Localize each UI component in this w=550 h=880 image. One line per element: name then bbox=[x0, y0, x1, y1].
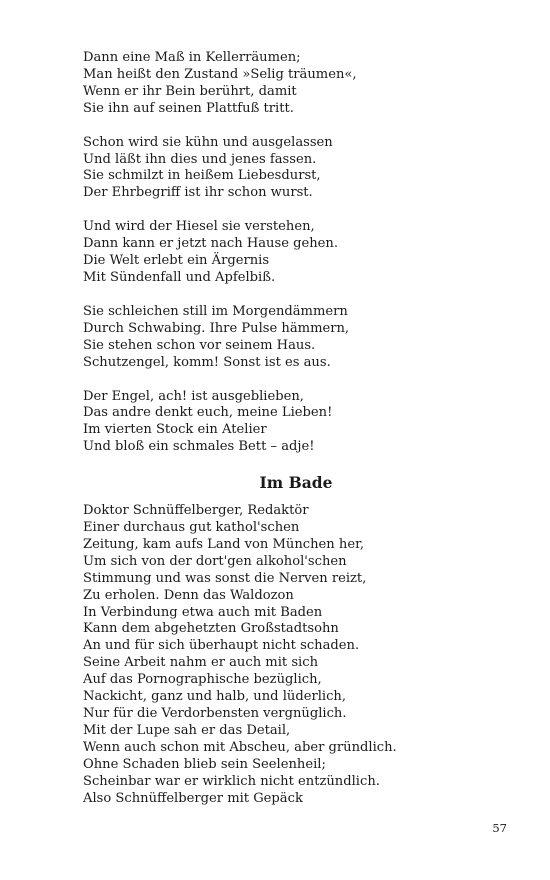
verse-line: Einer durchaus gut kathol'schen bbox=[83, 520, 300, 536]
verse-line: Man heißt den Zustand »Selig träumen«, bbox=[83, 66, 357, 82]
stanza-2 bbox=[83, 135, 503, 203]
verse-line: Der Ehrbegriff ist ihr schon wurst. bbox=[83, 185, 313, 201]
verse-line: Sie stehen schon vor seinem Haus. bbox=[83, 337, 316, 353]
poem-title: Im Bade bbox=[259, 473, 333, 493]
verse-line: Das andre denkt euch, meine Lieben! bbox=[83, 405, 333, 421]
verse-line: Also Schnüffelberger mit Gepäck bbox=[83, 790, 303, 806]
page-text bbox=[83, 50, 503, 824]
stanza-1 bbox=[83, 50, 503, 118]
verse-line: Kann dem abgehetzten Großstadtsohn bbox=[83, 621, 339, 637]
verse-line: Doktor Schnüffelberger, Redaktör bbox=[83, 503, 309, 519]
verse-line: Stimmung und was sonst die Nerven reizt, bbox=[83, 570, 367, 586]
stanza-4 bbox=[83, 304, 503, 372]
verse-line: Seine Arbeit nahm er auch mit sich bbox=[83, 655, 318, 671]
verse-line: An und für sich überhaupt nicht schaden. bbox=[83, 638, 360, 654]
verse-line: Die Welt erlebt ein Ärgernis bbox=[83, 253, 270, 269]
verse-line: Und läßt ihn dies und jenes fassen. bbox=[83, 151, 317, 167]
verse-line: Sie ihn auf seinen Plattfuß tritt. bbox=[83, 100, 294, 116]
verse-line: Zeitung, kam aufs Land von München her, bbox=[83, 536, 365, 552]
stanza-3 bbox=[83, 219, 503, 287]
verse-line: Schutzengel, komm! Sonst ist es aus. bbox=[83, 354, 331, 370]
page-number: 57 bbox=[492, 821, 507, 835]
verse-line: Auf das Pornographische bezüglich, bbox=[83, 672, 322, 688]
stanza-im-bade bbox=[83, 503, 503, 807]
verse-line: Sie schleichen still im Morgendämmern bbox=[83, 303, 348, 319]
verse-line: Und bloß ein schmales Bett – adje! bbox=[83, 439, 315, 455]
verse-line: Zu erholen. Denn das Waldozon bbox=[83, 587, 294, 603]
verse-line: Wenn auch schon mit Abscheu, aber gründlich. bbox=[83, 739, 397, 755]
verse-line: Dann kann er jetzt nach Hause gehen. bbox=[83, 236, 339, 252]
verse-line: Nur für die Verdorbensten vergnüglich. bbox=[83, 706, 347, 721]
verse-line: Durch Schwabing. Ihre Pulse hämmern, bbox=[83, 320, 350, 336]
verse-line: Mit Sündenfall und Apfelbiß. bbox=[83, 269, 276, 285]
verse-line: Um sich von der dort'gen alkohol'schen bbox=[83, 553, 347, 569]
verse-line: Im vierten Stock ein Atelier bbox=[83, 422, 267, 438]
verse-line: Mit der Lupe sah er das Detail, bbox=[83, 722, 291, 738]
verse-line: Schon wird sie kühn und ausgelassen bbox=[83, 134, 333, 150]
stanza-5 bbox=[83, 389, 503, 457]
verse-line: Nackicht, ganz und halb, und lüderlich, bbox=[83, 689, 347, 705]
verse-line: Der Engel, ach! ist ausgeblieben, bbox=[83, 388, 304, 404]
verse-line: Wenn er ihr Bein berührt, damit bbox=[83, 83, 297, 99]
verse-line: In Verbindung etwa auch mit Baden bbox=[83, 604, 323, 620]
verse-line: Scheinbar war er wirklich nicht entzündlich. bbox=[83, 773, 380, 789]
verse-line: Und wird der Hiesel sie verstehen, bbox=[83, 219, 315, 235]
verse-line: Sie schmilzt in heißem Liebesdurst, bbox=[83, 168, 321, 184]
verse-line: Dann eine Maß in Kellerräumen; bbox=[83, 50, 301, 65]
verse-line: Ohne Schaden blieb sein Seelenheil; bbox=[83, 756, 326, 772]
